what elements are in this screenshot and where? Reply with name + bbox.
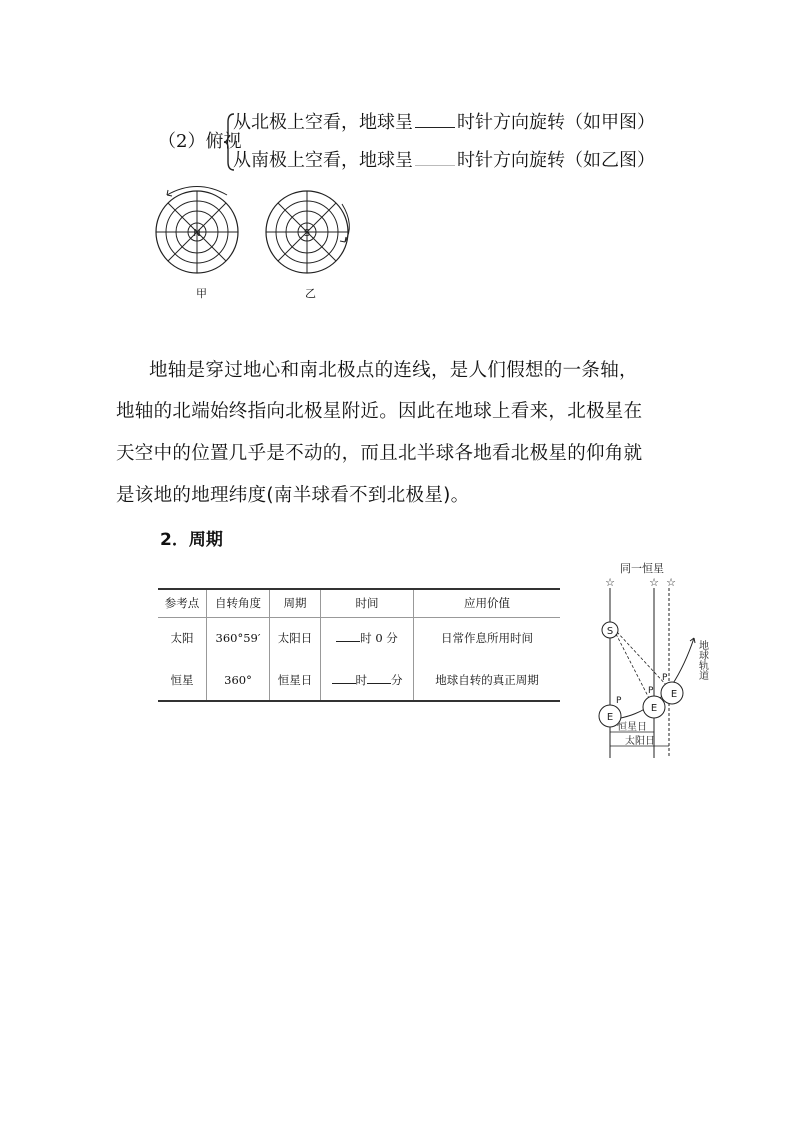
star-icon: ☆ <box>666 576 676 589</box>
globe-yi-center-label: S <box>303 228 311 239</box>
table-header-cell: 自转角度 <box>207 589 270 617</box>
answer-blank[interactable] <box>367 673 391 684</box>
earth-label: E <box>670 689 678 700</box>
table-cell: 太阳日 <box>270 617 321 659</box>
time-mid: 时 <box>355 672 367 687</box>
time-suffix: 时 0 分 <box>360 631 398 646</box>
star-icon: ☆ <box>649 576 659 589</box>
answer-blank[interactable] <box>415 111 455 128</box>
period-table <box>158 588 560 702</box>
table-cell: 地球自转的真正周期 <box>414 659 561 701</box>
table-cell: 恒星日 <box>270 659 321 701</box>
section-heading: 2．周期 <box>160 530 223 550</box>
north-pole-line <box>233 108 655 134</box>
table-header-cell: 时间 <box>321 589 414 617</box>
north-pole-text-after: 时针方向旋转（如甲图） <box>457 112 655 133</box>
solar-day-label: 太阳日 <box>625 736 655 747</box>
table-header-cell: 周期 <box>270 589 321 617</box>
table-cell-time <box>321 659 414 701</box>
table-header-row <box>158 589 560 617</box>
globe-diagrams <box>145 180 365 285</box>
star-icon: ☆ <box>605 576 615 589</box>
earth-label: E <box>606 712 614 723</box>
south-pole-text-before: 从南极上空看，地球呈 <box>233 150 413 171</box>
answer-blank[interactable] <box>332 673 356 684</box>
south-pole-line <box>233 146 655 172</box>
table-row <box>158 617 560 659</box>
orbit-label: 地球轨道 <box>696 640 708 680</box>
north-pole-text-before: 从北极上空看，地球呈 <box>233 112 413 133</box>
globe-yi <box>266 191 349 273</box>
globe-jia-center-label: N <box>193 228 201 239</box>
table-cell: 360°59′ <box>207 617 270 659</box>
paragraph-line: 地轴是穿过地心和南北极点的连线，是人们假想的一条轴， <box>149 360 638 381</box>
globe-jia <box>156 187 238 274</box>
top-view-label: （2）俯视 <box>158 131 242 152</box>
point-label: P <box>616 696 622 706</box>
table-cell: 太阳 <box>170 631 194 646</box>
answer-blank[interactable] <box>415 149 455 166</box>
paragraph-line: 地轴的北端始终指向北极星附近。因此在地球上看来，北极星在 <box>116 401 643 422</box>
south-pole-text-after: 时针方向旋转（如乙图） <box>457 150 655 171</box>
table-cell-time <box>321 617 414 659</box>
paragraph-line: 天空中的位置几乎是不动的，而且北半球各地看北极星的仰角就 <box>116 443 643 464</box>
globe-jia-caption: 甲 <box>196 287 207 300</box>
sidereal-day-label: 恒星日 <box>617 722 647 733</box>
paragraph-line: 是该地的地理纬度(南半球看不到北极星)。 <box>116 485 470 506</box>
answer-blank[interactable] <box>336 631 360 642</box>
table-cell: 360° <box>207 659 270 701</box>
earth-label: E <box>650 703 658 714</box>
table-row <box>158 659 560 701</box>
globe-yi-caption: 乙 <box>305 287 316 300</box>
table-header-cell: 参考点 <box>164 596 200 611</box>
orbit-diagram <box>590 560 720 760</box>
point-label: P <box>648 686 654 696</box>
table-cell: 恒星 <box>170 672 194 687</box>
point-label: P <box>662 673 668 683</box>
orbit-diagram-title: 同一恒星 <box>620 562 664 575</box>
table-header-cell: 应用价值 <box>414 589 561 617</box>
time-suffix: 分 <box>391 672 403 687</box>
sun-label: S <box>606 626 614 637</box>
table-cell: 日常作息所用时间 <box>414 617 561 659</box>
